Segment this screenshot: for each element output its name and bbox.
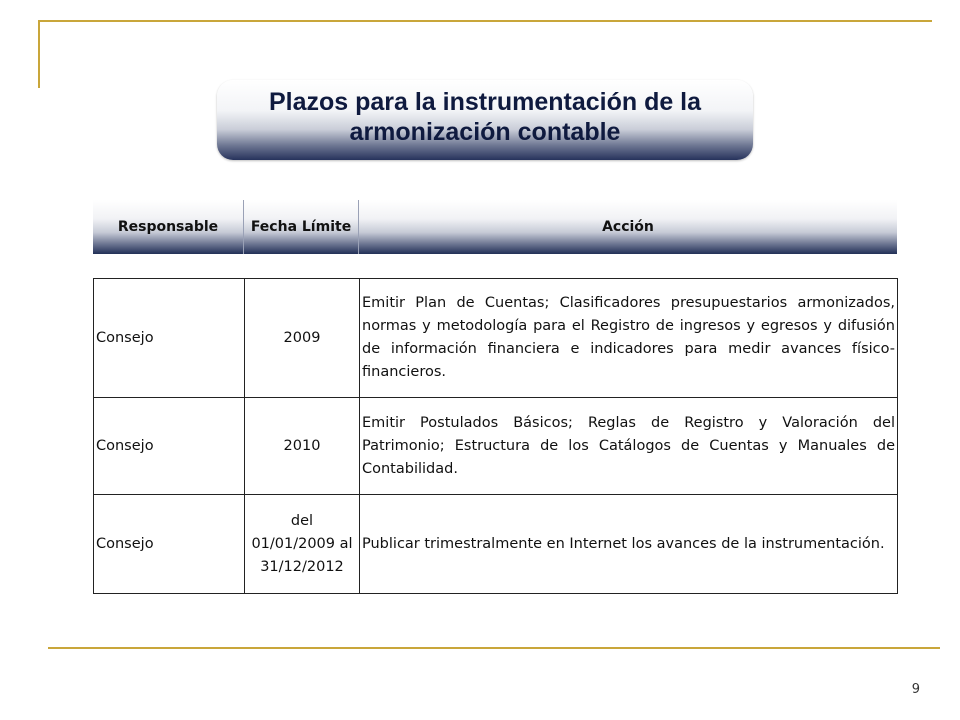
cell-fecha: 2010 — [245, 398, 360, 495]
plazos-table — [93, 278, 898, 594]
page-number: 9 — [911, 682, 920, 697]
table-row — [94, 279, 898, 398]
cell-accion: Emitir Postulados Básicos; Reglas de Registro y Valoración del Patrimonio; Estructura de los Catálogos de Cuentas y Manuales de Contabilidad. — [360, 398, 898, 495]
cell-fecha: del 01/01/2009 al 31/12/2012 — [245, 495, 360, 594]
bottom-rule — [48, 647, 940, 649]
cell-accion: Emitir Plan de Cuentas; Clasificadores presupuestarios armonizados, normas y metodología para el Registro de ingresos y egresos y difusión de información financiera e indicadores para medir avances físico-financieros. — [360, 279, 898, 398]
cell-responsable: Consejo — [94, 495, 245, 594]
left-rule — [38, 20, 40, 88]
header-accion: Acción — [602, 219, 654, 235]
table-row — [94, 398, 898, 495]
title-banner — [217, 80, 753, 160]
table-header — [93, 200, 897, 254]
header-responsable: Responsable — [93, 200, 244, 254]
top-rule — [40, 20, 932, 22]
page-title: Plazos para la instrumentación de la armonización contable — [268, 88, 702, 146]
cell-fecha: 2009 — [245, 279, 360, 398]
cell-responsable: Consejo — [94, 279, 245, 398]
cell-responsable: Consejo — [94, 398, 245, 495]
header-fecha-limite: Fecha Límite — [244, 200, 359, 254]
table-row — [94, 495, 898, 594]
cell-accion: Publicar trimestralmente en Internet los avances de la instrumentación. — [360, 495, 898, 594]
